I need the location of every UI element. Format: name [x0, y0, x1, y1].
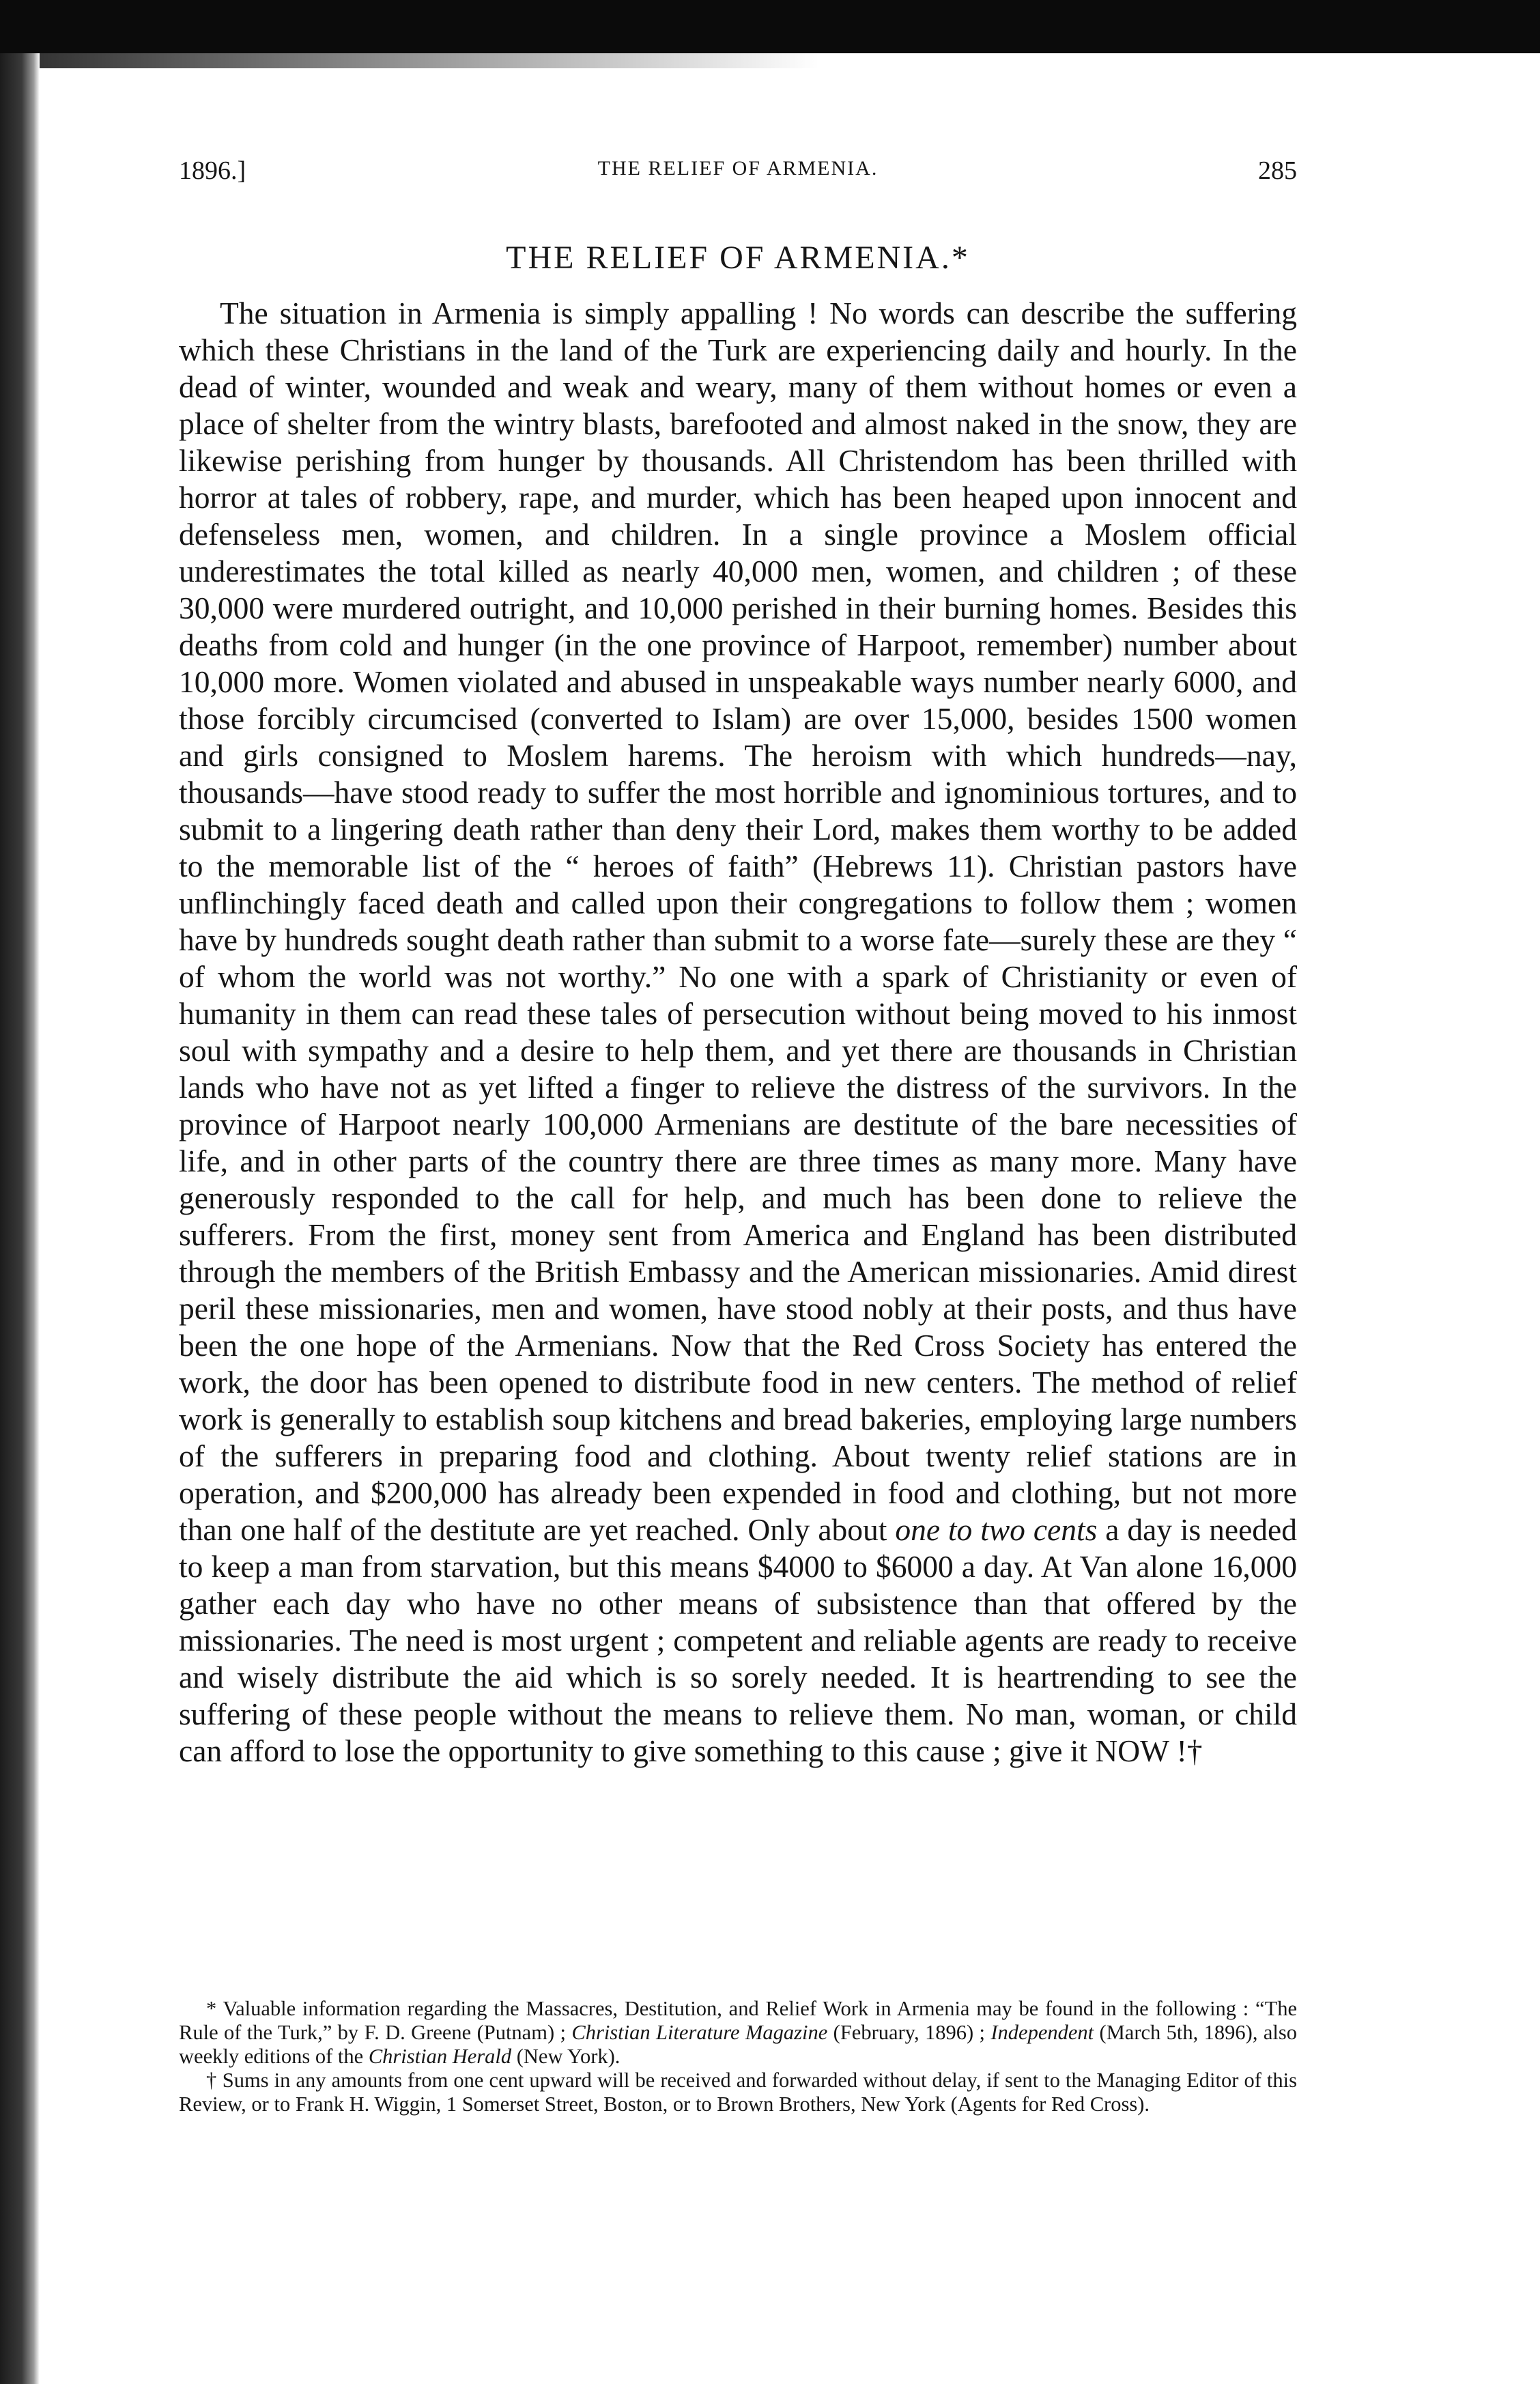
footnote-1-italic-title: Christian Herald [368, 2045, 512, 2068]
article-title: THE RELIEF OF ARMENIA.* [506, 240, 970, 276]
body-text-part-1: The situation in Armenia is simply appalling ! No words can describe the suffering which these Christians in the land of the Turk are experiencing daily and hourly. In the dead of winter, wounded and weak and weary, many of them without homes or even a place of shelter from the wintry blasts, barefooted and almost naked in the snow, they are likewise perishing from hunger by thousands. All Christendom has been thrilled with horror at tales of robbery, rape, and murder, which has been heaped upon innocent and defenseless men, women, and children. In a single province a Moslem official underestimates the total killed as nearly 40,000 men, women, and children ; of these 30,000 were murdered outright, and 10,000 perished in their burning homes. Besides this deaths from cold and hunger (in the one province of Harpoot, remember) number about 10,000 more. Women violated and abused in unspeakable ways number nearly 6000, and those forcibly circumcised (converted to Islam) are over 15,000, besides 1500 women and girls consigned to Moslem harems. The heroism with which hundreds—nay, thousands—have stood ready to suffer the most horrible and ignominious tortures, and to submit to a lingering death rather than deny their Lord, makes them worthy to be added to the memorable list of the “ heroes of faith” (Hebrews 11). Christian pastors have unflinchingly faced death and called upon their congregations to follow them ; women have by hundreds sought death rather than submit to a worse fate—surely these are they “ of whom the world was not worthy.” No one with a spark of Christianity or even of humanity in them can read these tales of persecution without being moved to his inmost soul with sympathy and a desire to help them, and yet there are thousands in Christian lands who have not as yet lifted a finger to relieve the distress of the survivors. In the province of Harpoot nearly 100,000 Armenians are destitute of the bare necessities of life, and in other parts of the country there are three times as many more. Many have generously responded to the call for help, and much has been done to relieve the sufferers. From the first, money sent from America and England has been distributed through the members of the British Embassy and the American missionaries. Amid direst peril these missionaries, men and women, have stood nobly at their posts, and thus have been the one hope of the Armenians. Now that the Red Cross Society has entered the work, the door has been opened to distribute food in new centers. The method of relief work is generally to establish soup kitchens and bread bakeries, employing large numbers of the sufferers in preparing food and clothing. About twenty relief stations are in operation, and $200,000 has already been expended in food and clothing, but not more than one half of the destitute are yet reached. Only about [179, 296, 1297, 1547]
scan-top-band [0, 0, 1540, 53]
header-running-title: THE RELIEF OF ARMENIA. [597, 157, 879, 180]
footnotes [179, 1997, 1297, 2116]
body-text-part-2: a day is needed to keep a man from starvation, but this means $4000 to $6000 a day. At Van alone 16,000 gather each day who have no other means of subsistence than that offered by the missionaries. The need is most urgent ; competent and reliable agents are ready to receive and wisely distribute the aid which is so sorely needed. It is heartrending to see the suffering of these people without the means to relieve them. No man, woman, or child can afford to lose the opportunity to give something to this cause ; give it NOW !† [179, 1512, 1297, 1768]
running-header [179, 156, 1297, 197]
footnote-1-italic-title: Independent [990, 2021, 1094, 2044]
footnote-donations: † Sums in any amounts from one cent upward will be received and forwarded without delay, if sent to the Managing Editor of this Review, or to Frank H. Wiggin, 1 Somerset Street, Boston, or to Brown Brothers, New York (Agents for Red Cross). [179, 2069, 1297, 2116]
footnote-1-text: (March 5th, 1896), also weekly editions of the [179, 2021, 1297, 2068]
body-italic-phrase: one to two cents [895, 1512, 1098, 1547]
header-year: 1896.] [179, 156, 246, 185]
footnote-1-italic-title: Christian Literature Magazine [571, 2021, 828, 2044]
footnote-1-text: * Valuable information regarding the Massacres, Destitution, and Relief Work in Armenia may be found in the following : “The Rule of the Turk,” by F. D. Greene (Putnam) ; [179, 1997, 1297, 2044]
page-number: 285 [1258, 156, 1297, 185]
article-body [179, 295, 1297, 1770]
footnote-1-text: (New York). [511, 2045, 621, 2068]
scan-top-shadow [0, 53, 819, 68]
scan-binding-edge [0, 53, 40, 2384]
footnote-sources [179, 1997, 1297, 2069]
footnote-1-text: (February, 1896) ; [827, 2021, 991, 2044]
